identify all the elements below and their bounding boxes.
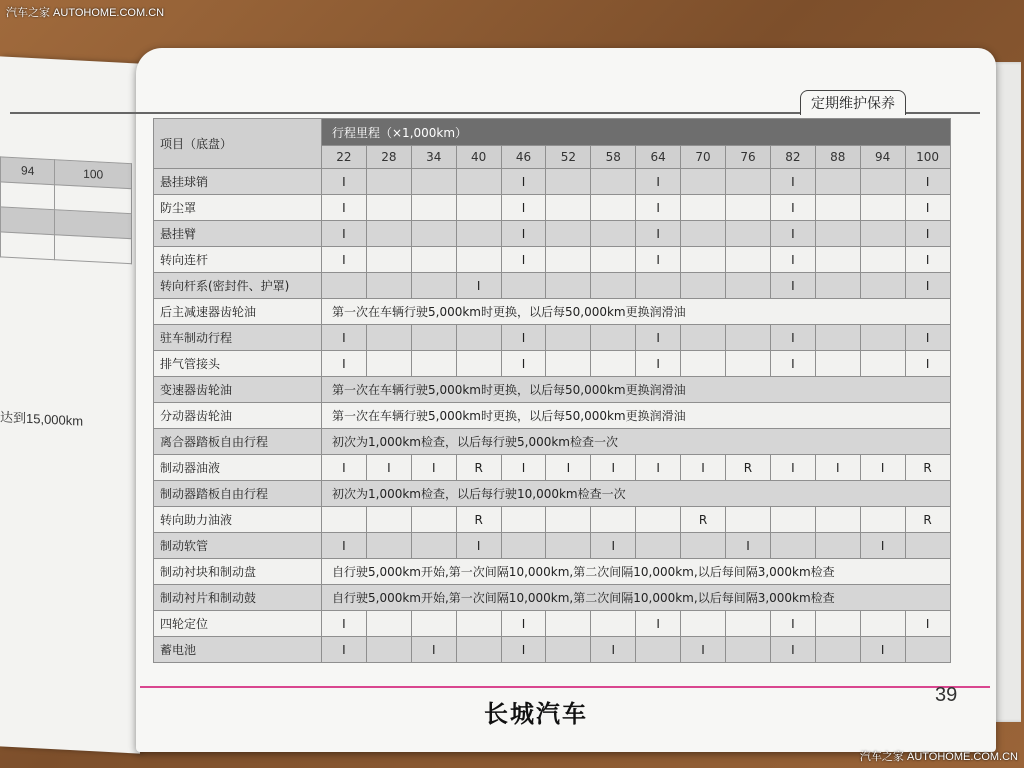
schedule-cell xyxy=(636,507,681,533)
schedule-cell: I xyxy=(860,533,905,559)
schedule-cell: R xyxy=(456,455,501,481)
schedule-cell: I xyxy=(726,533,771,559)
item-header: 项目（底盘） xyxy=(154,119,322,169)
schedule-cell xyxy=(815,351,860,377)
left-page-note: 达到15,000km xyxy=(0,409,84,429)
schedule-cell: I xyxy=(636,351,681,377)
schedule-cell xyxy=(366,221,411,247)
km-header-cell: 58 xyxy=(591,146,636,169)
schedule-cell xyxy=(411,611,456,637)
schedule-cell xyxy=(726,273,771,299)
table-row xyxy=(154,169,951,195)
row-label: 后主减速器齿轮油 xyxy=(154,299,322,325)
schedule-cell: I xyxy=(860,455,905,481)
schedule-cell xyxy=(411,507,456,533)
km-header-cell: 100 xyxy=(905,146,950,169)
schedule-cell xyxy=(411,351,456,377)
schedule-cell xyxy=(815,611,860,637)
schedule-cell xyxy=(681,533,726,559)
row-label: 悬挂臂 xyxy=(154,221,322,247)
schedule-cell: I xyxy=(501,325,546,351)
schedule-cell: I xyxy=(456,273,501,299)
schedule-cell: I xyxy=(501,169,546,195)
row-label: 驻车制动行程 xyxy=(154,325,322,351)
schedule-cell: I xyxy=(411,455,456,481)
row-label: 变速器齿轮油 xyxy=(154,377,322,403)
schedule-cell: I xyxy=(322,637,367,663)
brand-logo: 长城汽车 xyxy=(484,700,588,728)
schedule-cell: I xyxy=(905,169,950,195)
schedule-cell: I xyxy=(636,611,681,637)
row-label: 转向杆系(密封件、护罩) xyxy=(154,273,322,299)
schedule-cell xyxy=(546,273,591,299)
schedule-cell xyxy=(681,221,726,247)
schedule-cell xyxy=(591,247,636,273)
schedule-cell xyxy=(591,325,636,351)
km-header-cell: 28 xyxy=(366,146,411,169)
schedule-cell: R xyxy=(456,507,501,533)
schedule-cell: I xyxy=(860,637,905,663)
row-label: 制动衬块和制动盘 xyxy=(154,559,322,585)
schedule-cell xyxy=(726,195,771,221)
left-km-b: 100 xyxy=(55,160,132,189)
table-row xyxy=(154,377,951,403)
schedule-cell: I xyxy=(636,195,681,221)
left-km-a: 94 xyxy=(1,157,55,185)
schedule-cell: I xyxy=(905,611,950,637)
row-instruction: 初次为1,000km检查，以后每行驶10,000km检查一次 xyxy=(322,481,951,507)
schedule-cell: I xyxy=(591,637,636,663)
schedule-cell xyxy=(681,273,726,299)
schedule-cell: I xyxy=(770,351,815,377)
row-instruction: 自行驶5,000km开始,第一次间隔10,000km,第二次间隔10,000km,以后每间隔3,000km检查 xyxy=(322,559,951,585)
schedule-cell xyxy=(456,169,501,195)
schedule-cell xyxy=(411,325,456,351)
table-row xyxy=(154,273,951,299)
table-row xyxy=(154,533,951,559)
schedule-cell xyxy=(815,325,860,351)
schedule-cell xyxy=(681,325,726,351)
row-label: 防尘罩 xyxy=(154,195,322,221)
schedule-cell: I xyxy=(905,273,950,299)
schedule-cell xyxy=(636,533,681,559)
row-instruction: 第一次在车辆行驶5,000km时更换，以后每50,000km更换润滑油 xyxy=(322,403,951,429)
table-row xyxy=(154,611,951,637)
row-label: 转向助力油液 xyxy=(154,507,322,533)
schedule-cell: I xyxy=(322,169,367,195)
row-label: 制动器踏板自由行程 xyxy=(154,481,322,507)
schedule-cell: I xyxy=(905,221,950,247)
schedule-cell xyxy=(411,247,456,273)
schedule-cell xyxy=(905,637,950,663)
schedule-cell xyxy=(815,507,860,533)
schedule-cell xyxy=(681,169,726,195)
schedule-cell xyxy=(591,221,636,247)
schedule-cell: I xyxy=(322,455,367,481)
schedule-cell xyxy=(411,195,456,221)
schedule-cell xyxy=(501,533,546,559)
schedule-cell: I xyxy=(501,221,546,247)
schedule-cell: I xyxy=(411,637,456,663)
schedule-cell: I xyxy=(366,455,411,481)
schedule-cell xyxy=(860,325,905,351)
km-header-cell: 82 xyxy=(770,146,815,169)
schedule-cell: I xyxy=(770,169,815,195)
schedule-cell xyxy=(366,195,411,221)
table-row xyxy=(154,403,951,429)
schedule-cell: I xyxy=(591,533,636,559)
table-row xyxy=(154,351,951,377)
schedule-cell: I xyxy=(322,221,367,247)
schedule-cell: I xyxy=(681,637,726,663)
schedule-cell: I xyxy=(636,455,681,481)
row-instruction: 第一次在车辆行驶5,000km时更换，以后每50,000km更换润滑油 xyxy=(322,299,951,325)
schedule-cell: I xyxy=(681,455,726,481)
schedule-cell xyxy=(366,273,411,299)
schedule-cell xyxy=(815,195,860,221)
schedule-cell xyxy=(591,273,636,299)
schedule-cell xyxy=(726,221,771,247)
schedule-cell xyxy=(456,611,501,637)
schedule-cell xyxy=(591,195,636,221)
schedule-cell xyxy=(815,169,860,195)
km-header-cell: 76 xyxy=(726,146,771,169)
schedule-cell xyxy=(366,325,411,351)
watermark-bottom: 汽车之家 AUTOHOME.COM.CN xyxy=(859,751,1018,763)
schedule-cell xyxy=(322,273,367,299)
row-label: 转向连杆 xyxy=(154,247,322,273)
schedule-cell xyxy=(726,325,771,351)
schedule-cell xyxy=(860,507,905,533)
schedule-cell: I xyxy=(770,221,815,247)
km-header-cell: 46 xyxy=(501,146,546,169)
schedule-cell xyxy=(815,247,860,273)
schedule-cell: I xyxy=(636,169,681,195)
schedule-cell xyxy=(726,169,771,195)
watermark-top: 汽车之家 AUTOHOME.COM.CN xyxy=(6,7,165,19)
km-header-cell: 64 xyxy=(636,146,681,169)
row-label: 悬挂球销 xyxy=(154,169,322,195)
schedule-cell xyxy=(860,169,905,195)
schedule-cell: I xyxy=(501,637,546,663)
table-row xyxy=(154,637,951,663)
schedule-cell xyxy=(591,507,636,533)
schedule-cell xyxy=(591,169,636,195)
schedule-cell xyxy=(322,507,367,533)
schedule-cell xyxy=(815,221,860,247)
schedule-cell xyxy=(546,637,591,663)
schedule-cell: I xyxy=(905,247,950,273)
table-row xyxy=(154,429,951,455)
schedule-cell: I xyxy=(456,533,501,559)
table-row xyxy=(154,299,951,325)
schedule-cell: I xyxy=(770,195,815,221)
row-label: 四轮定位 xyxy=(154,611,322,637)
schedule-cell: I xyxy=(905,195,950,221)
row-label: 分动器齿轮油 xyxy=(154,403,322,429)
section-tab: 定期维护保养 xyxy=(800,90,906,115)
schedule-cell: I xyxy=(501,351,546,377)
schedule-cell: I xyxy=(636,247,681,273)
schedule-cell xyxy=(411,273,456,299)
table-row xyxy=(154,455,951,481)
schedule-cell: I xyxy=(770,455,815,481)
km-header-cell: 34 xyxy=(411,146,456,169)
schedule-cell xyxy=(860,221,905,247)
maintenance-table xyxy=(153,118,951,663)
schedule-cell xyxy=(726,637,771,663)
km-header-cell: 88 xyxy=(815,146,860,169)
schedule-cell xyxy=(770,533,815,559)
schedule-cell: I xyxy=(501,247,546,273)
schedule-cell xyxy=(726,351,771,377)
schedule-cell xyxy=(546,195,591,221)
table-row xyxy=(154,481,951,507)
schedule-cell: I xyxy=(770,611,815,637)
schedule-cell xyxy=(546,221,591,247)
schedule-cell: I xyxy=(501,455,546,481)
schedule-cell xyxy=(815,273,860,299)
row-label: 制动器油液 xyxy=(154,455,322,481)
schedule-cell xyxy=(456,221,501,247)
schedule-cell xyxy=(546,351,591,377)
schedule-cell xyxy=(456,195,501,221)
row-label: 排气管接头 xyxy=(154,351,322,377)
row-instruction: 第一次在车辆行驶5,000km时更换，以后每50,000km更换润滑油 xyxy=(322,377,951,403)
schedule-cell xyxy=(726,247,771,273)
schedule-cell xyxy=(546,533,591,559)
table-row xyxy=(154,195,951,221)
schedule-cell: I xyxy=(770,325,815,351)
schedule-cell xyxy=(815,637,860,663)
schedule-cell xyxy=(546,169,591,195)
schedule-cell xyxy=(456,351,501,377)
schedule-cell xyxy=(366,169,411,195)
table-row xyxy=(154,559,951,585)
left-page xyxy=(0,56,140,753)
km-header-cell: 52 xyxy=(546,146,591,169)
schedule-cell xyxy=(681,351,726,377)
row-label: 制动软管 xyxy=(154,533,322,559)
row-label: 蓄电池 xyxy=(154,637,322,663)
schedule-cell: R xyxy=(905,507,950,533)
schedule-cell: I xyxy=(770,637,815,663)
row-instruction: 初次为1,000km检查，以后每行驶5,000km检查一次 xyxy=(322,429,951,455)
schedule-cell xyxy=(726,611,771,637)
schedule-cell xyxy=(501,507,546,533)
schedule-cell xyxy=(456,637,501,663)
row-label: 制动衬片和制动鼓 xyxy=(154,585,322,611)
schedule-cell: I xyxy=(322,351,367,377)
km-header-cell: 40 xyxy=(456,146,501,169)
schedule-cell: I xyxy=(501,195,546,221)
schedule-cell xyxy=(411,533,456,559)
schedule-cell: R xyxy=(681,507,726,533)
schedule-cell xyxy=(546,325,591,351)
schedule-cell xyxy=(456,325,501,351)
table-row xyxy=(154,585,951,611)
schedule-cell: I xyxy=(322,533,367,559)
schedule-cell xyxy=(411,221,456,247)
table-row xyxy=(154,325,951,351)
schedule-cell: I xyxy=(322,611,367,637)
schedule-cell: I xyxy=(322,325,367,351)
schedule-cell: I xyxy=(905,351,950,377)
schedule-cell xyxy=(546,507,591,533)
schedule-cell xyxy=(860,273,905,299)
schedule-cell xyxy=(636,273,681,299)
left-page-table xyxy=(0,156,132,264)
schedule-cell xyxy=(860,195,905,221)
km-header-cell: 70 xyxy=(681,146,726,169)
schedule-cell xyxy=(366,507,411,533)
schedule-cell: I xyxy=(815,455,860,481)
schedule-cell xyxy=(815,533,860,559)
schedule-cell: I xyxy=(905,325,950,351)
schedule-cell xyxy=(860,351,905,377)
schedule-cell xyxy=(636,637,681,663)
schedule-cell xyxy=(681,611,726,637)
schedule-cell xyxy=(681,247,726,273)
table-row xyxy=(154,221,951,247)
row-instruction: 自行驶5,000km开始,第一次间隔10,000km,第二次间隔10,000km,以后每间隔3,000km检查 xyxy=(322,585,951,611)
km-header-cell: 94 xyxy=(860,146,905,169)
schedule-cell: I xyxy=(636,325,681,351)
km-header-cell: 22 xyxy=(322,146,367,169)
schedule-cell: R xyxy=(726,455,771,481)
schedule-cell xyxy=(366,611,411,637)
schedule-cell: I xyxy=(591,455,636,481)
row-label: 离合器踏板自由行程 xyxy=(154,429,322,455)
schedule-cell: I xyxy=(546,455,591,481)
footer-line xyxy=(140,686,990,688)
schedule-cell xyxy=(591,351,636,377)
schedule-cell: I xyxy=(770,273,815,299)
schedule-cell xyxy=(681,195,726,221)
schedule-cell: I xyxy=(322,195,367,221)
schedule-cell xyxy=(860,247,905,273)
schedule-cell xyxy=(456,247,501,273)
page-number: 39 xyxy=(935,684,958,706)
schedule-cell xyxy=(726,507,771,533)
schedule-cell xyxy=(860,611,905,637)
table-row xyxy=(154,507,951,533)
schedule-cell xyxy=(411,169,456,195)
table-row xyxy=(154,247,951,273)
schedule-cell: I xyxy=(770,247,815,273)
schedule-cell: I xyxy=(501,611,546,637)
schedule-cell xyxy=(366,351,411,377)
schedule-cell xyxy=(770,507,815,533)
distance-header: 行程里程（×1,000km） xyxy=(322,119,951,146)
schedule-cell xyxy=(591,611,636,637)
schedule-cell: I xyxy=(322,247,367,273)
schedule-cell xyxy=(546,611,591,637)
schedule-cell xyxy=(501,273,546,299)
schedule-cell xyxy=(366,533,411,559)
schedule-cell xyxy=(905,533,950,559)
schedule-cell: R xyxy=(905,455,950,481)
schedule-cell xyxy=(546,247,591,273)
schedule-cell: I xyxy=(636,221,681,247)
schedule-cell xyxy=(366,247,411,273)
schedule-cell xyxy=(366,637,411,663)
